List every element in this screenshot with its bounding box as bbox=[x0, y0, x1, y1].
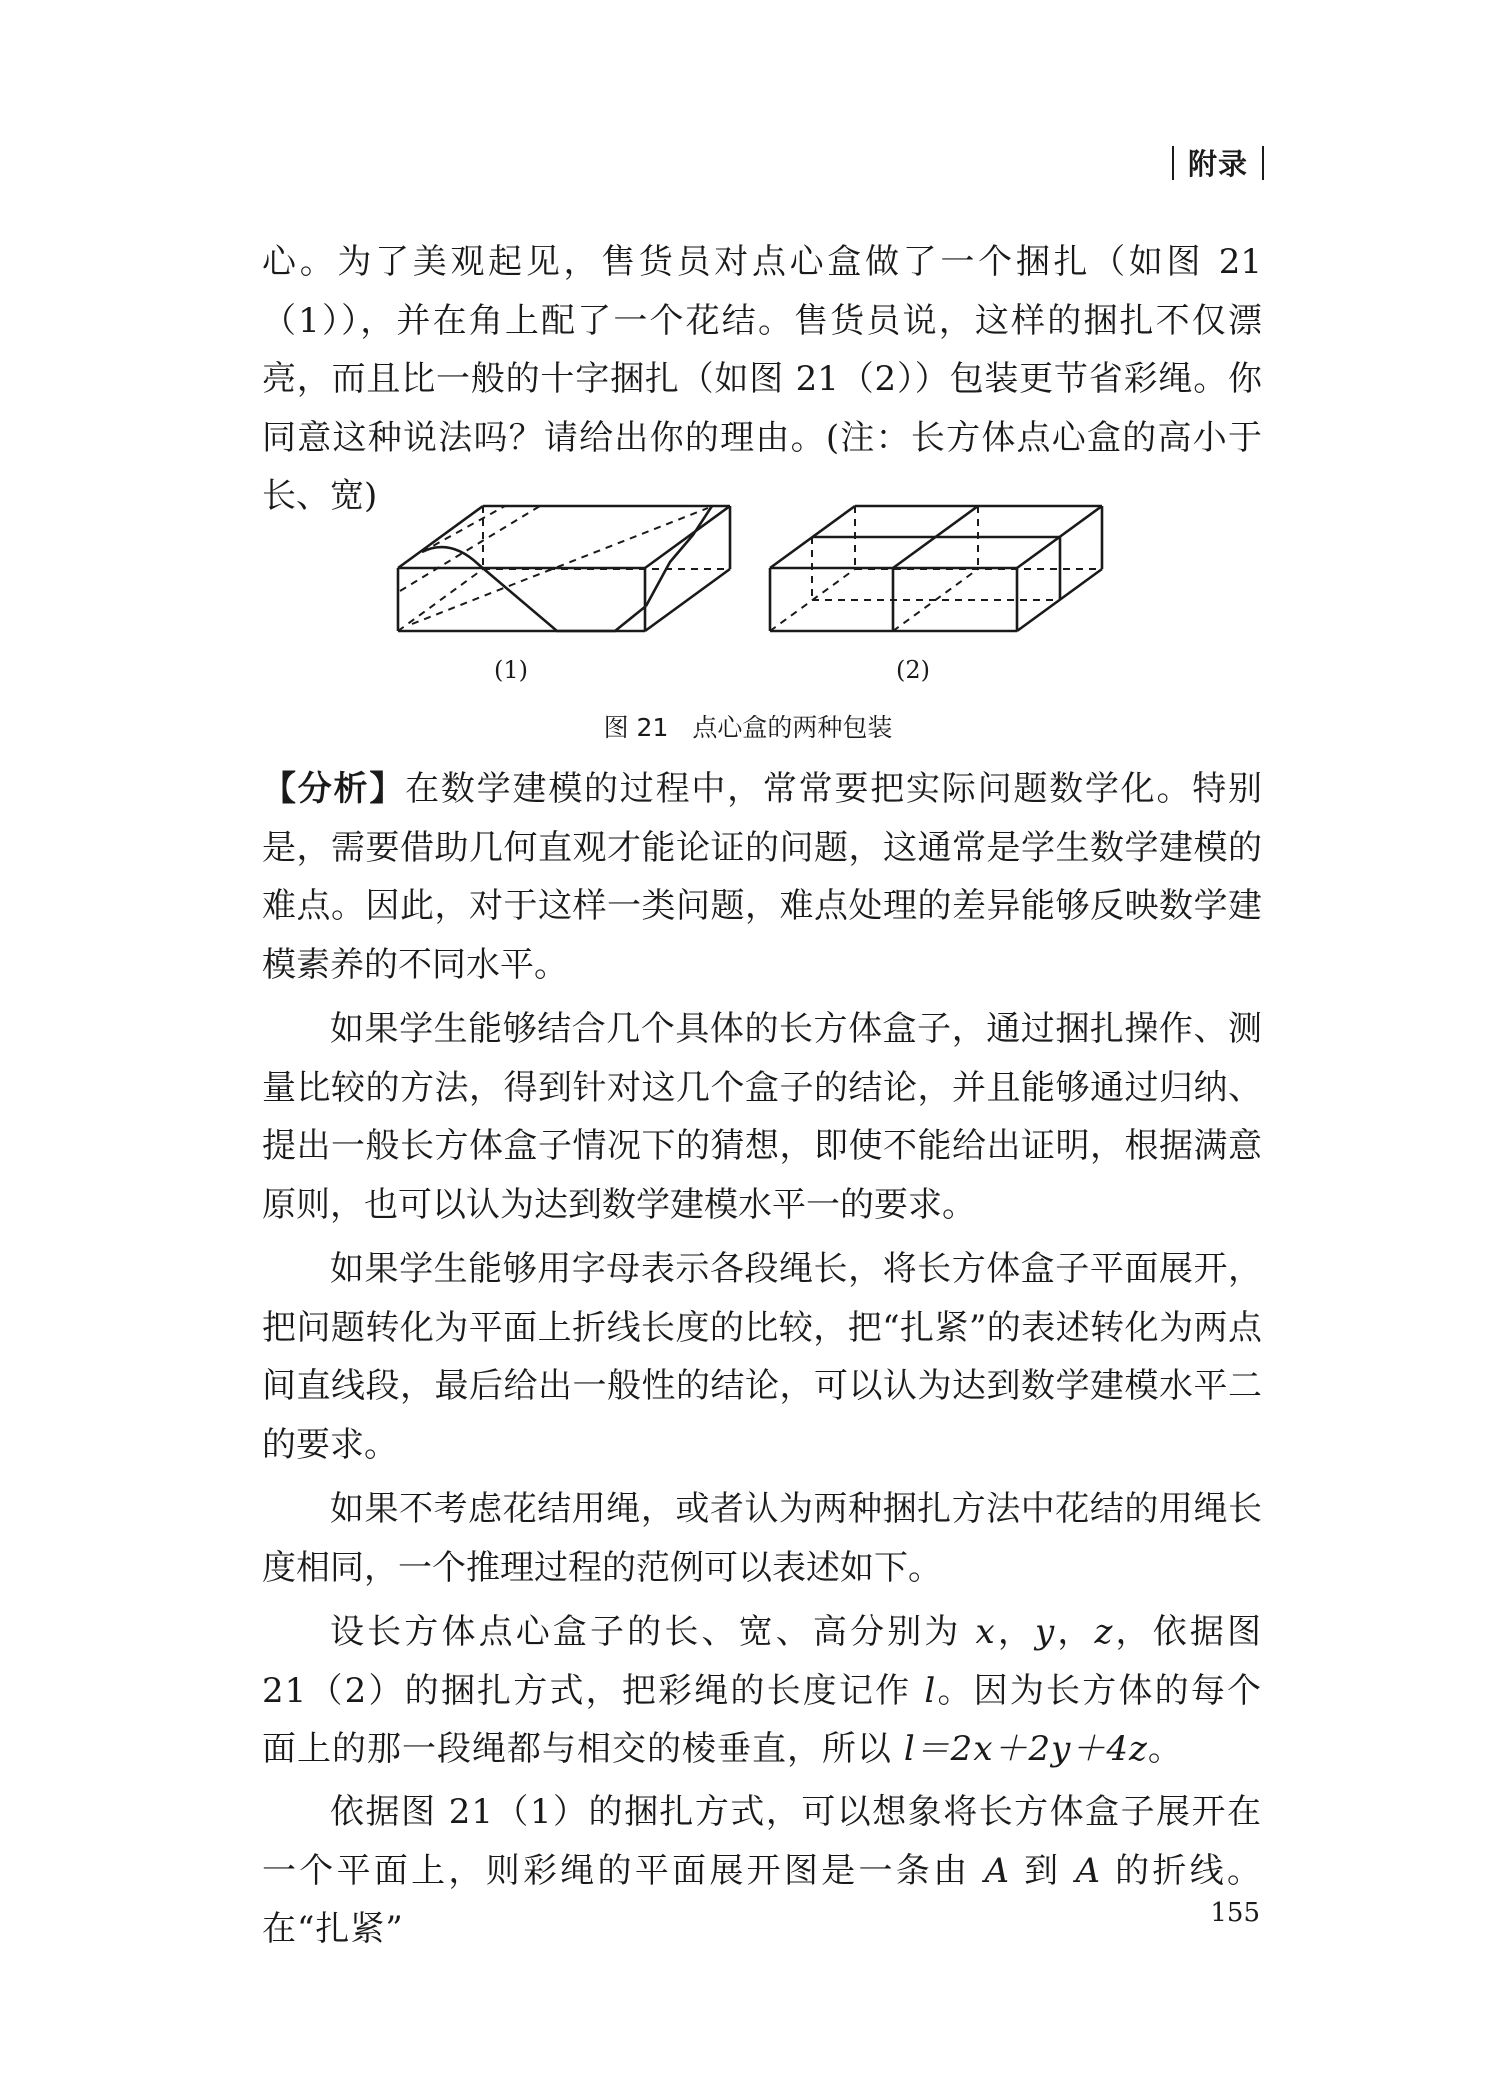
level2-paragraph: 如果学生能够用字母表示各段绳长，将长方体盒子平面展开，把问题转化为平面上折线长度的比较，把“扎紧”的表述转化为两点间直线段，最后给出一般性的结论，可以认为达到数学建模水平二的要求。 bbox=[262, 1249, 1262, 1465]
rope-length-formula: l＝2x＋2y＋4z bbox=[903, 1729, 1148, 1769]
variable-z: z bbox=[1094, 1612, 1114, 1652]
page-number: 155 bbox=[1210, 1898, 1260, 1928]
header-bar-left bbox=[1172, 146, 1174, 180]
unfold-text-b: 到 bbox=[1010, 1850, 1076, 1891]
figure-label-2: (2) bbox=[896, 656, 930, 684]
example-intro-paragraph: 如果不考虑花结用绳，或者认为两种捆扎方法中花结的用绳长度相同，一个推理过程的范例可以表述如下。 bbox=[262, 1489, 1262, 1588]
analysis-heading: 【分析】 bbox=[262, 769, 406, 809]
intro-paragraph: 心。为了美观起见，售货员对点心盒做了一个捆扎（如图 21（1）），并在角上配了一个花结。售货员说，这样的捆扎不仅漂亮，而且比一般的十字捆扎（如图 21（2））包装更节省彩绳。你同意这种说法吗？请给出你的理由。(注：长方体点心盒的高小于长、宽) bbox=[262, 242, 1262, 516]
point-a-start: A bbox=[984, 1850, 1011, 1891]
setup-text-b: ，依据图 21（2）的捆扎方式，把彩绳的长度记作 bbox=[262, 1612, 1262, 1711]
caption-text: 点心盒的两种包装 bbox=[692, 713, 893, 742]
figure-caption bbox=[0, 708, 1496, 744]
figure-label-1: (1) bbox=[494, 656, 528, 684]
box-2-diagram bbox=[770, 506, 1102, 631]
variable-x: x bbox=[975, 1612, 996, 1652]
box-1-diagram bbox=[398, 506, 730, 631]
point-a-end: A bbox=[1075, 1850, 1102, 1891]
level1-paragraph: 如果学生能够结合几个具体的长方体盒子，通过捆扎操作、测量比较的方法，得到针对这几个盒子的结论，并且能够通过归纳、提出一般长方体盒子情况下的猜想，即使不能给出证明，根据满意原则，也可以认为达到数学建模水平一的要求。 bbox=[262, 1009, 1262, 1225]
analysis-text: 在数学建模的过程中，常常要把实际问题数学化。特别是，需要借助几何直观才能论证的问题，这通常是学生数学建模的难点。因此，对于这样一类问题，难点处理的差异能够反映数学建模素养的不同水平。 bbox=[262, 769, 1263, 985]
separator-1: ， bbox=[995, 1612, 1035, 1652]
unfold-text-a: 依据图 21（1）的捆扎方式，可以想象将长方体盒子展开在一个平面上，则彩绳的平面展开图是一条由 bbox=[262, 1792, 1262, 1891]
setup-paragraph bbox=[262, 1603, 1262, 1779]
unfold-paragraph bbox=[262, 1783, 1262, 1959]
setup-text-c: 。因为长方体的每个面上的那一段绳都与相交的棱垂直，所以 bbox=[262, 1670, 1263, 1769]
separator-2: ， bbox=[1055, 1612, 1095, 1652]
analysis-paragraph bbox=[262, 760, 1262, 994]
header-bar-right bbox=[1262, 146, 1264, 180]
unfold-text-c: 的折线。在“扎紧” bbox=[262, 1850, 1262, 1949]
running-header bbox=[1172, 142, 1264, 183]
setup-text-d: 。 bbox=[1147, 1729, 1183, 1769]
header-section-title: 附录 bbox=[1187, 147, 1248, 181]
variable-l: l bbox=[924, 1670, 937, 1711]
variable-y: y bbox=[1034, 1612, 1056, 1652]
setup-text-a: 设长方体点心盒子的长、宽、高分别为 bbox=[330, 1612, 976, 1652]
caption-number: 图 21 bbox=[603, 713, 669, 742]
